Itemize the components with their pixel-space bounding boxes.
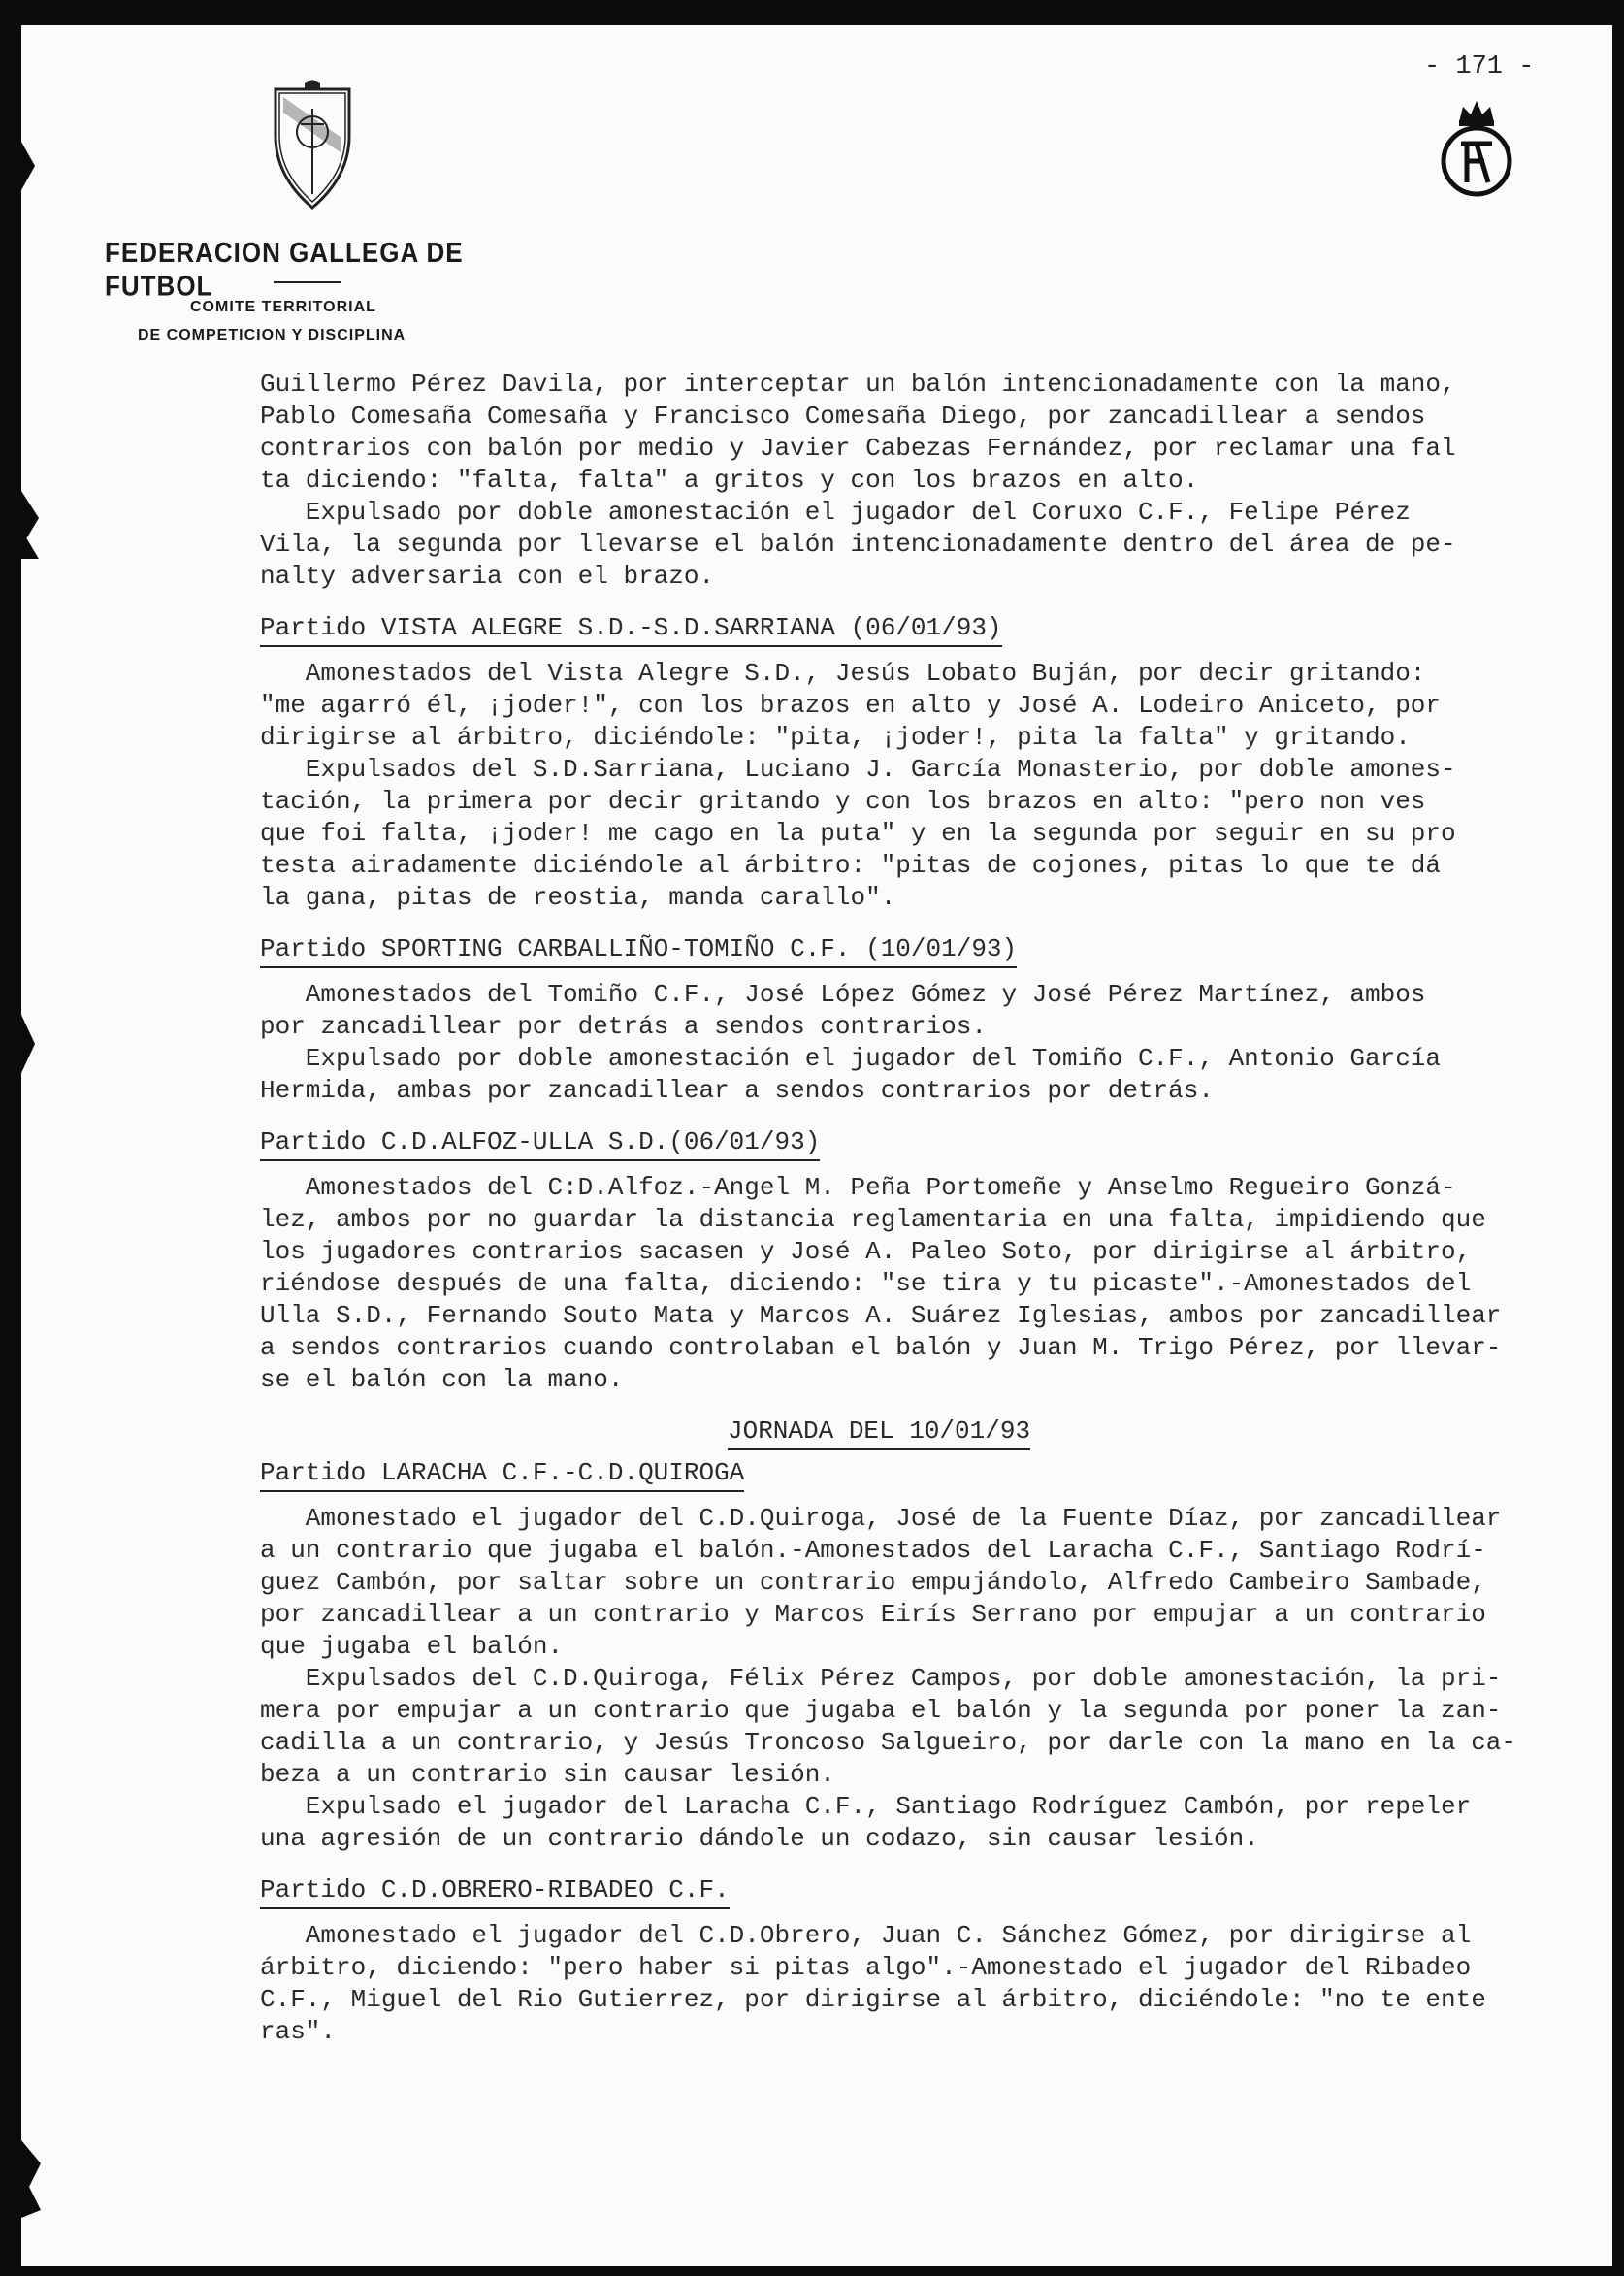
text-line: beza a un contrario sin causar lesión. [260,1760,835,1789]
match-heading: Partido LARACHA C.F.-C.D.QUIROGA [260,1458,744,1492]
text-line: guez Cambón, por saltar sobre un contrario empujándolo, Alfredo Cambeiro Sambade, [260,1568,1486,1597]
text-line: los jugadores contrarios sacasen y José A. Paleo Soto, por dirigirse al árbitro, [260,1237,1472,1266]
text-line: ras". [260,2017,337,2046]
text-line: Hermida, ambas por zancadillear a sendos contrarios por detrás. [260,1076,1214,1105]
intro-paragraph [260,369,1589,593]
text-line: Expulsados del C.D.Quiroga, Félix Pérez Campos, por doble amonestación, la pri- [260,1664,1502,1693]
match-heading: Partido SPORTING CARBALLIÑO-TOMIÑO C.F. (10/01/93) [260,934,1017,968]
torn-edge [21,1015,35,1073]
text-line: Amonestados del Vista Alegre S.D., Jesús Lobato Buján, por decir gritando: [260,659,1426,688]
match-section-carballino-tomino [260,933,1589,1107]
match-section-alfoz-ulla [260,1126,1589,1396]
torn-edge [21,142,35,190]
text-line: Expulsados del S.D.Sarriana, Luciano J. García Monasterio, por doble amones- [260,755,1456,784]
jornada-heading: JORNADA DEL 10/01/93 [728,1416,1030,1450]
text-line: contrarios con balón por medio y Javier Cabezas Fernández, por reclamar una fal [260,434,1456,463]
text-line: Expulsado el jugador del Laracha C.F., Santiago Rodríguez Cambón, por repeler [260,1792,1472,1821]
document-body [260,369,1589,2048]
text-line: Expulsado por doble amonestación el jugador del Coruxo C.F., Felipe Pérez [260,498,1411,527]
text-line: mera por empujar a un contrario que jugaba el balón y la segunda por poner la zan- [260,1696,1502,1725]
text-line: que jugaba el balón. [260,1632,564,1661]
federation-name: FEDERACION GALLEGA DE FUTBOL [105,236,464,303]
match-heading: Partido C.D.ALFOZ-ULLA S.D.(06/01/93) [260,1127,820,1161]
text-line: ta diciendo: "falta, falta" a gritos y con los brazos en alto. [260,466,1199,495]
text-line: que foi falta, ¡joder! me cago en la puta" y en la segunda por seguir en su pro [260,819,1456,848]
text-line: riéndose después de una falta, diciendo: "se tira y tu picaste".-Amonestados del [260,1269,1472,1298]
text-line: Amonestados del C:D.Alfoz.-Angel M. Peña Portomeñe y Anselmo Regueiro Gonzá- [260,1173,1456,1202]
text-line: a un contrario que jugaba el balón.-Amonestados del Laracha C.F., Santiago Rodrí- [260,1536,1486,1565]
text-line: por zancadillear por detrás a sendos contrarios. [260,1012,987,1041]
committee-name-line-1: COMITE TERRITORIAL [190,299,376,315]
text-line: se el balón con la mano. [260,1365,624,1394]
match-heading: Partido C.D.OBRERO-RIBADEO C.F. [260,1875,730,1909]
committee-name-line-2: DE COMPETICION Y DISCIPLINA [138,327,406,343]
text-line: Ulla S.D., Fernando Souto Mata y Marcos A. Suárez Iglesias, ambos por zancadillear [260,1301,1502,1330]
text-line: Amonestado el jugador del C.D.Quiroga, José de la Fuente Díaz, por zancadillear [260,1504,1502,1533]
text-line: Expulsado por doble amonestación el jugador del Tomiño C.F., Antonio García [260,1044,1441,1073]
text-line: "me agarró él, ¡joder!", con los brazos en alto y José A. Lodeiro Aniceto, por [260,691,1441,720]
text-line: testa airadamente diciéndole al árbitro: "pitas de cojones, pitas lo que te dá [260,851,1441,880]
match-section-laracha-quiroga [260,1457,1589,1855]
match-heading: Partido VISTA ALEGRE S.D.-S.D.SARRIANA (06/01/93) [260,613,1002,647]
text-line: dirigirse al árbitro, diciéndole: "pita, ¡joder!, pita la falta" y gritando. [260,723,1411,752]
match-section-obrero-ribadeo [260,1874,1589,2048]
text-line: por zancadillear a un contrario y Marcos Eirís Serrano por empujar a un contrario [260,1600,1486,1629]
torn-edge [21,2140,41,2218]
text-line: C.F., Miguel del Rio Gutierrez, por dirigirse al árbitro, diciéndole: "no te ente [260,1985,1486,2014]
text-line: lez, ambos por no guardar la distancia reglamentaria en una falta, impidiendo que [260,1205,1486,1234]
fgf-shield-crest-icon [272,80,353,215]
text-line: la gana, pitas de reostia, manda carallo". [260,883,896,912]
text-line: Vila, la segunda por llevarse el balón intencionadamente dentro del área de pe- [260,530,1456,559]
text-line: árbitro, diciendo: "pero haber si pitas algo".-Amonestado el jugador del Ribadeo [260,1953,1472,1982]
page-number: - 171 - [1424,52,1535,81]
text-line: Amonestado el jugador del C.D.Obrero, Juan C. Sánchez Gómez, por dirigirse al [260,1921,1472,1950]
text-line: cadilla a un contrario, y Jesús Troncoso Salgueiro, por darle con la mano en la ca- [260,1728,1517,1757]
text-line: Amonestados del Tomiño C.F., José López Gómez y José Pérez Martínez, ambos [260,980,1426,1009]
text-line: Pablo Comesaña Comesaña y Francisco Comesaña Diego, por zancadillear a sendos [260,402,1426,431]
letterhead-divider [274,281,341,283]
match-section-vista-alegre-sarriana [260,612,1589,914]
text-line: tación, la primera por decir gritando y con los brazos en alto: "pero non ves [260,787,1426,816]
text-line: una agresión de un contrario dándole un codazo, sin causar lesión. [260,1824,1259,1853]
rfef-crown-crest-icon [1438,93,1515,198]
text-line: a sendos contrarios cuando controlaban el balón y Juan M. Trigo Pérez, por llevar- [260,1333,1502,1362]
torn-edge [21,491,39,559]
text-line: nalty adversaria con el brazo. [260,562,715,591]
text-line: Guillermo Pérez Davila, por interceptar un balón intencionadamente con la mano, [260,370,1456,399]
